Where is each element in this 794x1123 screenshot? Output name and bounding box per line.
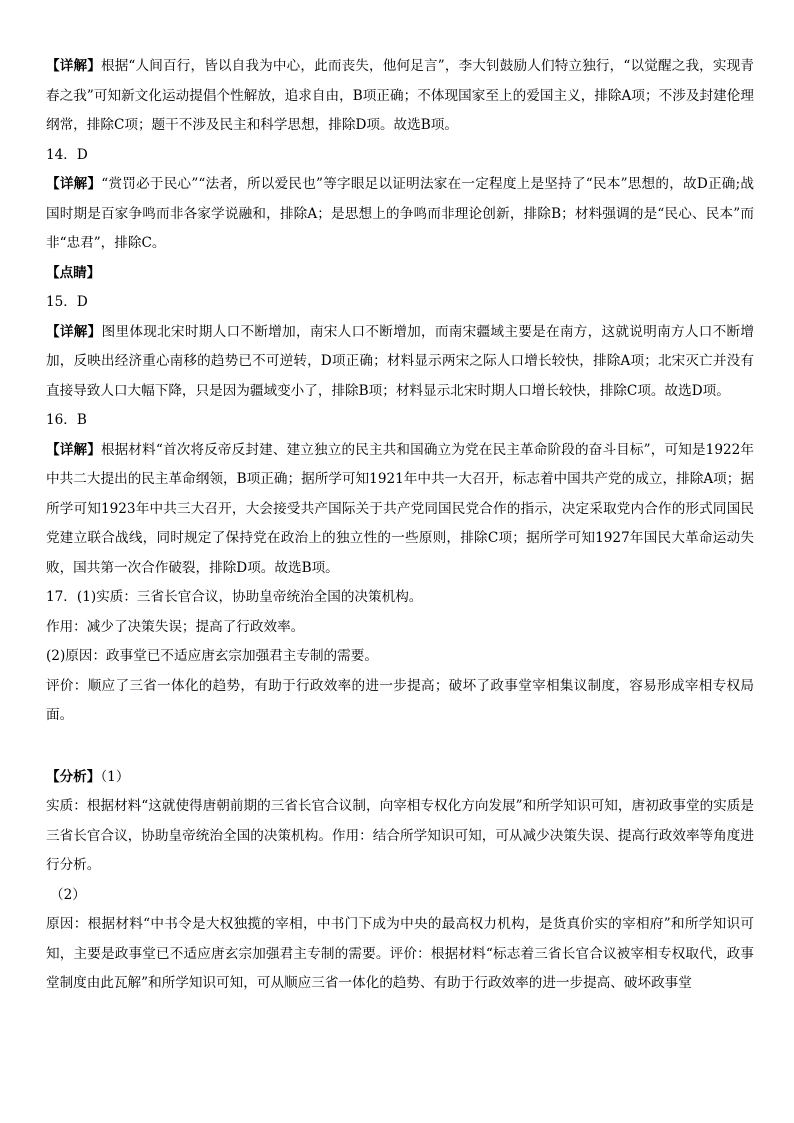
explanation-text: 根据“人间百行，皆以自我为中心，此而丧失，他何足言”，李大钊鼓励人们特立独行，“以觉醒之我，实现青春之我”可知新文化运动提倡个性解放，追求自由，B项正确；不体现国家至上的爱国主义，排除A项；不涉及封建伦理纲常，排除C项；题干不涉及民主和科学思想，排除D项。故选B项。 [46,58,754,133]
explanation-16 [46,436,754,584]
explanation-13 [46,52,754,141]
analysis-17-part2: 原因：根据材料“中书令是大权独揽的宰相，中书门下成为中央的最高权力机构，是货真价实的宰相府”和所学知识可知，主要是政事堂已不适应唐玄宗加强君主专制的需要。评价：根据材料“标志着三省长官合议被宰相专权取代，政事堂制度由此瓦解”和所学知识可知，可从顺应三省一体化的趋势、有助于行政效率的进一步提高、破坏政事堂 [46,916,754,991]
remark-14 [46,259,754,289]
explanation-14 [46,170,754,259]
detail-tag: 【详解】 [46,176,102,192]
explanation-text: “赏罚必于民心”“法者，所以爱民也”等字眼足以证明法家在一定程度上是坚持了“民本”思想的，故D正确;战国时期是百家争鸣而非各家学说融和，排除A；是思想上的争鸣而非理论创新，排除B；材料强调的是“民心、民本”而非“忠君”，排除C。 [46,176,754,251]
analysis-17-subpart2-label: （2） [50,886,86,903]
answer-17-part2: (2)原因：政事堂已不适应唐玄宗加强君主专制的需要。 [46,648,378,664]
detail-tag: 【详解】 [46,58,101,74]
analysis-17 [46,763,754,793]
explanation-text: 根据材料“首次将反帝反封建、建立独立的民主共和国确立为党在民主革命阶段的奋斗目标”，可知是1922年中共二大提出的民主革命纲领，B项正确；据所学可知1921年中共一大召开，标志着中国共产党的成立，排除A项；据所学可知1923年中共三大召开，大会接受共产国际关于共产党同国民党合作的指示，决定采取党内合作的形式同国民党建立联合战线，同时规定了保持党在政治上的独立性的一些原则，排除C项；据所学可知1927年国民大革命运动失败，国共第一次合作破裂，排除D项。故选B项。 [46,441,754,576]
explanation-text: 图里体现北宋时期人口不断增加，南宋人口不断增加，而南宋疆域主要是在南方，这就说明南方人口不断增加，反映出经济重心南移的趋势已不可逆转，D项正确；材料显示两宋之际人口增长较快，排除A项；北宋灭亡并没有直接导致人口大幅下降，只是因为疆域变小了，排除B项；材料显示北宋时期人口增长较快，排除C项。故选D项。 [46,323,755,399]
answer-17-effect: 作用：减少了决策失误；提高了行政效率。 [46,618,305,635]
explanation-15 [46,318,754,407]
answer-15: 15．D [46,294,88,310]
spacer [46,731,754,763]
analysis-17-part1: 实质：根据材料“这就使得唐朝前期的三省长官合议制，向宰相专权化方向发展”和所学知识可知，唐初政事堂的实质是三省长官合议，协助皇帝统治全国的决策机构。作用：结合所学知识可知，可从减少决策失误、提高行政效率等角度进行分析。 [46,798,754,873]
answer-14: 14．D [46,146,88,163]
detail-tag: 【详解】 [46,441,101,458]
answer-17-evaluation: 评价：顺应了三省一体化的趋势，有助于行政效率的进一步提高；破坏了政事堂宰相集议制度，容易形成宰相专权局面。 [46,677,754,723]
answer-document [46,52,754,999]
answer-17-part1: 17．(1)实质：三省长官合议，协助皇帝统治全国的决策机构。 [46,589,423,605]
analysis-tag: 【分析】 [46,768,101,785]
analysis-subpart: （1） [100,768,130,785]
answer-16: 16．B [46,412,87,428]
remark-tag: 【点睛】 [46,264,101,281]
detail-tag: 【详解】 [46,323,102,340]
